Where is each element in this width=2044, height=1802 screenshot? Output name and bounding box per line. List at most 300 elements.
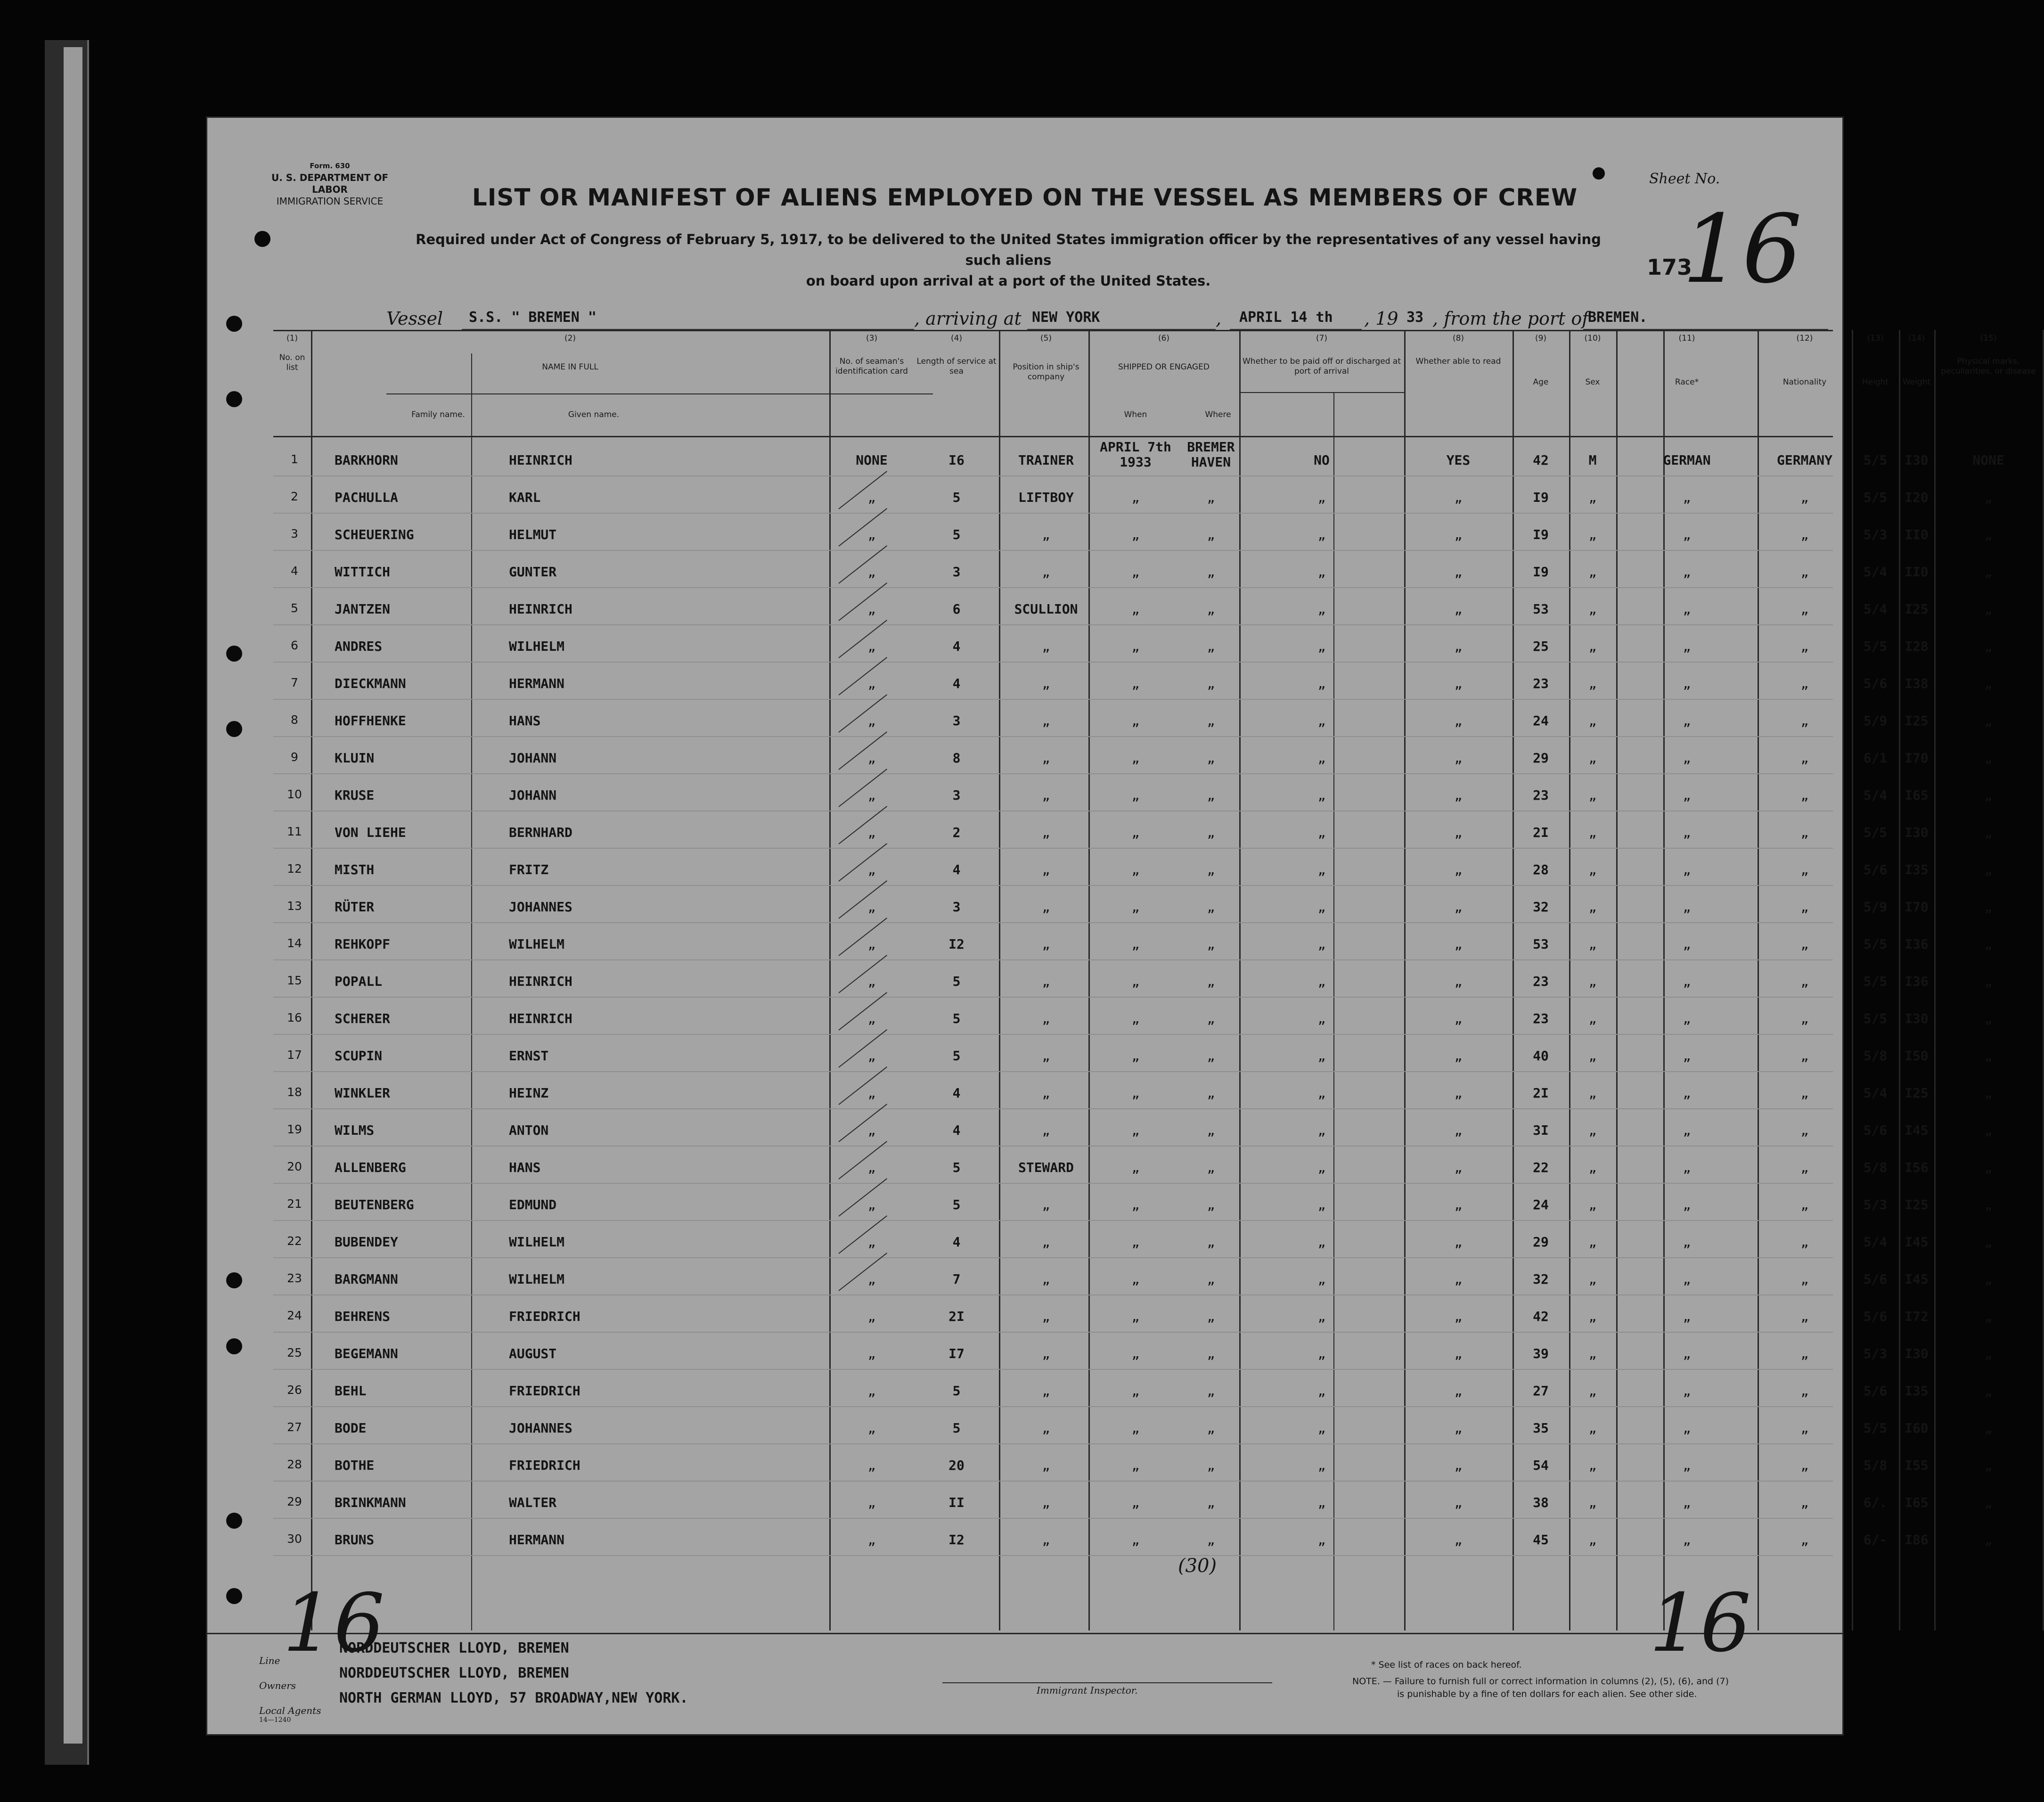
cell-position: „ [1042,899,1050,915]
cell-given: HEINRICH [509,601,572,617]
row-divider [273,1108,1833,1109]
cell-nat: „ [1800,750,1809,766]
cell-position: „ [1042,936,1050,952]
cell-height: 6/- [1863,1532,1888,1548]
cell-nat: „ [1800,974,1809,989]
cell-given: JOHANN [509,750,557,766]
cell-paid: „ [1317,564,1326,580]
cell-no: 9 [291,750,298,764]
cell-card: „ [867,1160,876,1175]
cell-age: 3I [1533,1122,1549,1138]
date-label: , [1216,308,1222,329]
cell-no: 3 [291,527,298,541]
cell-given: HELMUT [509,527,557,542]
cell-family: SCUPIN [335,1048,383,1064]
cell-nat: GERMANY [1776,452,1832,468]
cell-service: I2 [948,1532,965,1548]
punch-hole [226,646,242,662]
cell-when: „ [1131,825,1140,840]
cell-age: 27 [1533,1383,1549,1399]
cell-where: „ [1207,676,1215,691]
row-divider [273,773,1833,774]
cell-nat: „ [1800,1309,1809,1324]
row-divider [273,1183,1833,1184]
row-divider [273,1443,1833,1444]
cell-race: „ [1683,639,1691,654]
cell-card: „ [867,1197,876,1212]
cell-service: 5 [952,490,961,505]
cell-paid: „ [1317,1048,1326,1064]
header-no-on-list: (1) No. on list [279,334,305,372]
cell-race: „ [1683,1160,1691,1175]
cell-family: KRUSE [335,787,375,803]
cell-sex: „ [1588,1458,1597,1473]
cell-weight: I72 [1905,1309,1929,1324]
owners-value: NORDDEUTSCHER LLOYD, BREMEN [339,1665,569,1681]
cell-service: 2I [948,1309,965,1324]
cell-card: „ [867,1085,876,1101]
cell-height: 5/4 [1863,601,1888,617]
cell-where: „ [1207,713,1215,729]
cell-where: „ [1207,601,1215,617]
cell-weight: I28 [1905,639,1929,654]
crew-table [273,330,2036,1630]
line-label: Line [259,1655,280,1666]
cell-family: BARGMANN [335,1271,398,1287]
cell-race: „ [1683,974,1691,989]
cell-family: KLUIN [335,750,375,766]
penalty-note-1: NOTE. — Failure to furnish full or correct information in columns (2), (5), (6), and (7) [1352,1676,1729,1687]
cell-marks: „ [1984,1271,1993,1287]
cell-weight: II0 [1905,527,1929,542]
cell-where: „ [1207,1495,1215,1510]
cell-height: 5/3 [1863,527,1888,542]
cell-service: 3 [952,564,961,580]
header-weight: (14) Weight [1902,334,1931,387]
cell-age: 45 [1533,1532,1549,1548]
cell-given: FRITZ [509,862,549,877]
cell-service: 4 [952,862,961,877]
cell-race: „ [1683,1122,1691,1138]
cell-paid: „ [1317,1532,1326,1548]
from-port-label: , from the port of [1432,308,1589,329]
cell-paid: „ [1317,1011,1326,1026]
cell-when: „ [1131,974,1140,989]
cell-given: FRIEDRICH [509,1458,580,1473]
cell-height: 5/5 [1863,1011,1888,1026]
header-age: (9) Age [1533,334,1549,387]
cell-no: 28 [287,1458,302,1471]
cell-service: 20 [948,1458,965,1473]
cell-height: 5/4 [1863,1085,1888,1101]
cell-service: 4 [952,1234,961,1250]
cell-weight: I86 [1905,1532,1929,1548]
header-given-name: Given name. [568,410,620,419]
cell-position: „ [1042,1048,1050,1064]
cell-card: „ [867,1122,876,1138]
cell-race: „ [1683,1532,1691,1548]
cell-nat: „ [1800,1197,1809,1212]
sheet-label: Sheet No. [1649,171,1720,187]
cell-where: „ [1207,1383,1215,1399]
row-divider [273,662,1833,663]
cell-read: „ [1454,936,1463,952]
punch-hole [226,1588,242,1604]
cell-read: „ [1454,1160,1463,1175]
cell-card: „ [867,750,876,766]
cell-family: BOTHE [335,1458,375,1473]
punch-hole [254,231,270,247]
cell-card: NONE [856,452,888,468]
immigrant-inspector-label: Immigrant Inspector. [1037,1685,1138,1696]
cell-weight: I20 [1905,490,1929,505]
cell-card: „ [867,639,876,654]
cell-service: 5 [952,1197,961,1212]
cell-given: FRIEDRICH [509,1383,580,1399]
cell-age: 39 [1533,1346,1549,1361]
cell-when: „ [1131,787,1140,803]
handwritten-sheet-number: 16 [1682,195,1802,304]
cell-age: 24 [1533,713,1549,729]
cell-nat: „ [1800,1011,1809,1026]
cell-paid: „ [1317,1458,1326,1473]
row-divider [273,1332,1833,1333]
cell-race: „ [1683,601,1691,617]
cell-height: 5/6 [1863,1271,1888,1287]
cell-height: 6/. [1863,1495,1888,1510]
cell-when: „ [1131,1458,1140,1473]
cell-family: WITTICH [335,564,391,580]
cell-sex: „ [1588,787,1597,803]
cell-when: „ [1131,1271,1140,1287]
cell-where: „ [1207,490,1215,505]
cell-service: 5 [952,1420,961,1436]
header-paid-off: (7) Whether to be paid off or discharged at port of arrival [1242,334,1401,376]
cell-marks: „ [1984,1234,1993,1250]
cell-weight: I36 [1905,936,1929,952]
punch-hole [1593,167,1605,180]
row-divider [273,550,1833,551]
cell-no: 12 [287,862,302,876]
cell-nat: „ [1800,601,1809,617]
cell-weight: I36 [1905,974,1929,989]
cell-marks: „ [1984,1420,1993,1436]
cell-weight: I25 [1905,601,1929,617]
row-divider [273,699,1833,700]
row-divider [273,624,1833,625]
cell-when: „ [1131,936,1140,952]
cell-family: ALLENBERG [335,1160,406,1175]
cell-given: HANS [509,1160,541,1175]
cell-no: 13 [287,899,302,913]
cell-where: „ [1207,899,1215,915]
cell-sex: „ [1588,1271,1597,1287]
cell-when: „ [1131,1309,1140,1324]
cell-where: „ [1207,825,1215,840]
cell-family: VON LIEHE [335,825,406,840]
cell-family: MISTH [335,862,375,877]
cell-marks: „ [1984,1085,1993,1101]
cell-nat: „ [1800,899,1809,915]
cell-weight: I56 [1905,1160,1929,1175]
cell-marks: „ [1984,1458,1993,1473]
cell-position: „ [1042,1420,1050,1436]
cell-age: 22 [1533,1160,1549,1175]
cell-paid: „ [1317,1420,1326,1436]
arrival-date: APRIL 14 th [1239,309,1333,326]
handwritten-number-right: 16 [1649,1577,1751,1670]
cell-nat: „ [1800,825,1809,840]
port-of-arrival: NEW YORK [1032,309,1100,326]
cell-when: „ [1131,713,1140,729]
cell-marks: „ [1984,527,1993,542]
cell-age: 29 [1533,750,1549,766]
cell-marks: „ [1984,974,1993,989]
cell-age: 42 [1533,452,1549,468]
cell-age: 23 [1533,974,1549,989]
cell-given: ERNST [509,1048,549,1064]
form-code: 14—1240 [259,1716,291,1724]
cell-read: „ [1454,1011,1463,1026]
cell-paid: „ [1317,862,1326,877]
cell-height: 5/6 [1863,676,1888,691]
cell-where: „ [1207,1532,1215,1548]
cell-paid: „ [1317,750,1326,766]
cell-no: 23 [287,1271,302,1285]
cell-read: „ [1454,974,1463,989]
cell-no: 16 [287,1011,302,1024]
cell-where: „ [1207,1346,1215,1361]
cell-read: „ [1454,639,1463,654]
cell-weight: I38 [1905,676,1929,691]
cell-read: „ [1454,1234,1463,1250]
cell-paid: „ [1317,1197,1326,1212]
cell-card: „ [867,1420,876,1436]
cell-nat: „ [1800,787,1809,803]
cell-family: JANTZEN [335,601,391,617]
cell-given: HERMANN [509,676,565,691]
cell-marks: „ [1984,601,1993,617]
cell-marks: „ [1984,936,1993,952]
cell-height: 5/4 [1863,787,1888,803]
cell-sex: „ [1588,1346,1597,1361]
cell-read: „ [1454,1122,1463,1138]
cell-no: 6 [291,639,298,652]
cell-sex: „ [1588,1383,1597,1399]
cell-height: 5/5 [1863,1420,1888,1436]
cell-marks: „ [1984,1532,1993,1548]
cell-when: „ [1131,1197,1140,1212]
cell-service: 6 [952,601,961,617]
cell-position: „ [1042,713,1050,729]
cell-age: 23 [1533,676,1549,691]
cell-nat: „ [1800,1271,1809,1287]
header-position: (5) Position in ship's company [1013,334,1079,382]
cell-age: 2I [1533,1085,1549,1101]
cell-where: „ [1207,1234,1215,1250]
cell-marks: NONE [1972,452,2004,468]
cell-marks: „ [1984,639,1993,654]
cell-family: BUBENDEY [335,1234,398,1250]
cell-height: 5/5 [1863,490,1888,505]
cell-sex: „ [1588,1011,1597,1026]
cell-sex: „ [1588,1122,1597,1138]
cell-age: 32 [1533,1271,1549,1287]
cell-when: „ [1131,899,1140,915]
row-divider [273,885,1833,886]
header-when: When [1124,410,1147,419]
cell-service: 5 [952,1011,961,1026]
cell-age: 23 [1533,787,1549,803]
cell-no: 11 [287,825,302,838]
cell-paid: „ [1317,1383,1326,1399]
punch-hole [226,1513,242,1529]
cell-height: 5/5 [1863,936,1888,952]
cell-card: „ [867,1309,876,1324]
cell-age: 35 [1533,1420,1549,1436]
cell-service: 5 [952,1048,961,1064]
cell-nat: „ [1800,1160,1809,1175]
cell-where: HAVEN [1191,454,1231,470]
arrival-year: 33 [1406,309,1424,326]
cell-paid: „ [1317,490,1326,505]
cell-position: „ [1042,1085,1050,1101]
cell-card: „ [867,936,876,952]
cell-age: 40 [1533,1048,1549,1064]
cell-nat: „ [1800,527,1809,542]
cell-sex: „ [1588,490,1597,505]
header-where: Where [1205,410,1231,419]
year-prefix: , 19 [1364,308,1398,329]
cell-when: „ [1131,639,1140,654]
cell-where: „ [1207,564,1215,580]
cell-given: WILHELM [509,1271,565,1287]
cell-service: 5 [952,974,961,989]
cell-marks: „ [1984,1160,1993,1175]
cell-service: 2 [952,825,961,840]
row-divider [273,1034,1833,1035]
cell-service: 3 [952,899,961,915]
cell-no: 17 [287,1048,302,1062]
cell-marks: „ [1984,862,1993,877]
cell-given: FRIEDRICH [509,1309,580,1324]
cell-paid: „ [1317,1271,1326,1287]
cell-no: 1 [291,452,298,466]
cell-where: „ [1207,1011,1215,1026]
cell-family: BRINKMANN [335,1495,406,1510]
cell-where: „ [1207,1122,1215,1138]
cell-sex: „ [1588,676,1597,691]
cell-read: „ [1454,1197,1463,1212]
cell-read: „ [1454,527,1463,542]
cell-paid: „ [1317,527,1326,542]
cell-where: „ [1207,1160,1215,1175]
cell-family: BODE [335,1420,367,1436]
cell-weight: I70 [1905,750,1929,766]
cell-read: „ [1454,564,1463,580]
cell-card: „ [867,974,876,989]
cell-read: „ [1454,1048,1463,1064]
cell-position: „ [1042,825,1050,840]
cell-family: ANDRES [335,639,383,654]
cell-when: „ [1131,1346,1140,1361]
cell-age: 24 [1533,1197,1549,1212]
cell-no: 10 [287,787,302,801]
cell-card: „ [867,862,876,877]
cell-race: „ [1683,1420,1691,1436]
row-divider [273,513,1833,514]
cell-sex: „ [1588,1234,1597,1250]
cell-read: „ [1454,601,1463,617]
cell-when: „ [1131,1048,1140,1064]
cell-position: „ [1042,1495,1050,1510]
cell-read: „ [1454,1532,1463,1548]
row-divider [273,997,1833,998]
cell-sex: „ [1588,825,1597,840]
cell-given: BERNHARD [509,825,572,840]
cell-service: 5 [952,1160,961,1175]
cell-height: 5/6 [1863,862,1888,877]
cell-when: „ [1131,490,1140,505]
cell-when: „ [1131,1122,1140,1138]
cell-sex: „ [1588,639,1597,654]
cell-family: DIECKMANN [335,676,406,691]
cell-position: „ [1042,639,1050,654]
cell-nat: „ [1800,1420,1809,1436]
header-id-card: (3) No. of seaman's identification card [835,334,908,376]
cell-family: BEHL [335,1383,367,1399]
cell-paid: „ [1317,676,1326,691]
cell-age: 53 [1533,936,1549,952]
cell-family: BEGEMANN [335,1346,398,1361]
cell-no: 24 [287,1309,302,1322]
cell-card: „ [867,564,876,580]
form-number: Form. 630 [310,162,350,170]
cell-read: „ [1454,862,1463,877]
header-nationality: (12) Nationality [1782,334,1827,387]
cell-race: „ [1683,1085,1691,1101]
cell-marks: „ [1984,713,1993,729]
cell-family: SCHERER [335,1011,391,1026]
cell-nat: „ [1800,1048,1809,1064]
cell-no: 26 [287,1383,302,1397]
cell-card: „ [867,1458,876,1473]
subtitle-line-1: Required under Act of Congress of February 5, 1917, to be delivered to the United States immigration officer by the representatives of any vessel having such aliens [416,231,1601,268]
cell-service: 4 [952,1085,961,1101]
cell-where: „ [1207,527,1215,542]
cell-race: „ [1683,787,1691,803]
row-divider [273,1555,1833,1556]
cell-race: „ [1683,676,1691,691]
cell-position: „ [1042,1197,1050,1212]
cell-service: 4 [952,1122,961,1138]
row-divider [273,1481,1833,1482]
service: IMMIGRATION SERVICE [276,196,384,207]
cell-paid: „ [1317,787,1326,803]
cell-age: 23 [1533,1011,1549,1026]
cell-nat: „ [1800,1458,1809,1473]
cell-where: „ [1207,862,1215,877]
cell-position: TRAINER [1018,452,1074,468]
cell-marks: „ [1984,1048,1993,1064]
cell-race: „ [1683,750,1691,766]
cell-sex: „ [1588,1495,1597,1510]
cell-nat: „ [1800,676,1809,691]
cell-family: SCHEUERING [335,527,414,542]
cell-card: „ [867,527,876,542]
cell-marks: „ [1984,1309,1993,1324]
cell-where: „ [1207,787,1215,803]
